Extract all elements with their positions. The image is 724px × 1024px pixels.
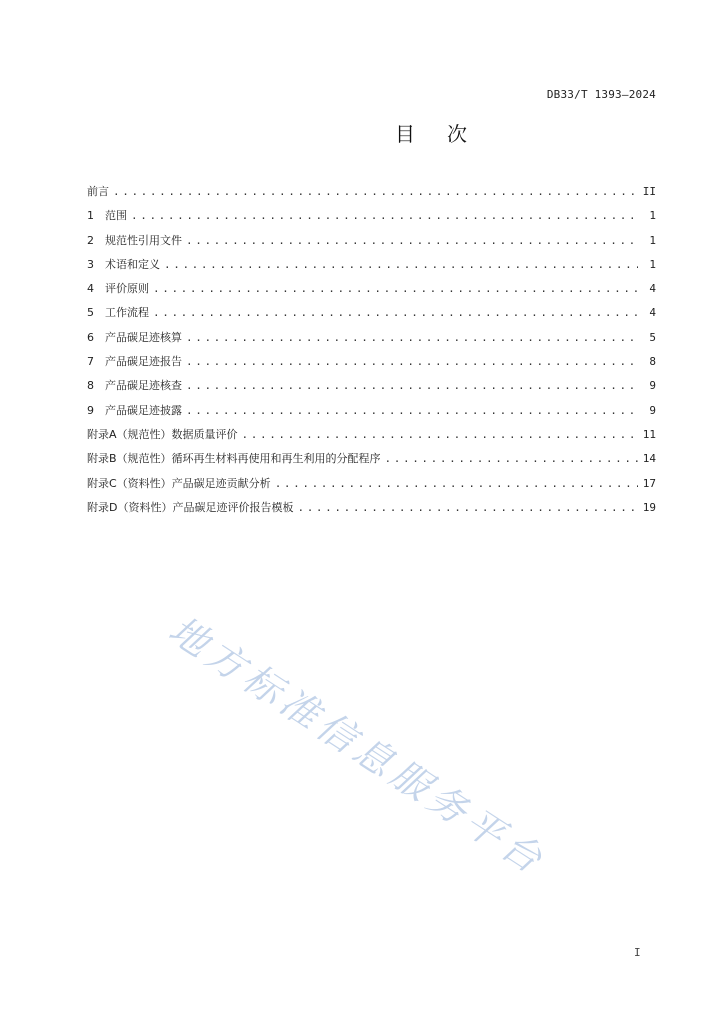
toc-entry-title: 产品碳足迹贡献分析 [171,476,271,490]
toc-leader-dots [164,253,638,277]
toc-entry-title: 产品碳足迹评价报告模板 [172,500,294,514]
toc-page-number: 1 [649,209,656,223]
toc-page-number: 9 [649,403,656,417]
toc-annex-b[interactable] [87,447,656,471]
toc-page-number: II [642,185,656,198]
toc-entry-8[interactable] [87,374,656,398]
toc-entry-4[interactable] [87,277,656,301]
toc-entry-title: 产品碳足迹核查 [105,379,182,393]
toc-entry-title: 产品碳足迹报告 [105,355,182,369]
toc-leader-dots [186,399,638,423]
toc-annex-d[interactable] [87,496,656,520]
toc-page-number: 5 [649,330,656,344]
toc-annex-c[interactable] [87,472,656,496]
toc-entry-foreword[interactable] [87,180,656,204]
toc-page-number: 19 [642,500,656,514]
toc-entry-1[interactable] [87,204,656,228]
toc-entry-7[interactable] [87,350,656,374]
toc-annex-label: 附录B（规范性） [87,452,172,466]
toc-entry-title: 产品碳足迹核算 [105,330,182,344]
page-number: I [634,946,641,959]
toc-entry-5[interactable] [87,301,656,325]
page-title [0,118,724,147]
toc-annex-a[interactable] [87,423,656,447]
toc-leader-dots [186,350,638,374]
toc-annex-label: 附录D（资料性） [87,500,173,514]
toc-page-number: 4 [649,306,656,320]
toc-section-number: 3 [87,257,94,271]
toc-entry-title: 循环再生材料再使用和再生利用的分配程序 [171,452,381,466]
title-char-1: 目 [395,122,415,146]
toc-section-number: 1 [87,209,94,223]
watermark: 地方标准信息服务平台 [161,607,555,885]
toc-entry-title: 数据质量评价 [171,427,238,441]
toc-entry-6[interactable] [87,326,656,350]
toc-entry-title: 规范性引用文件 [105,233,182,247]
toc-section-number: 6 [87,330,94,344]
toc-page-number: 14 [642,452,656,466]
toc-leader-dots [153,301,638,325]
toc-entry-title: 评价原则 [105,282,149,296]
toc-entry-title: 产品碳足迹披露 [105,403,182,417]
toc-leader-dots [275,472,638,496]
toc-entry-title: 术语和定义 [105,257,160,271]
title-char-2: 次 [447,122,467,146]
toc-page-number: 4 [649,282,656,296]
toc-section-number: 5 [87,306,94,320]
toc-section-number: 2 [87,233,94,247]
toc-leader-dots [242,423,638,447]
toc-entry-title: 前言 [87,185,109,198]
toc-leader-dots [297,496,638,520]
toc-annex-label: 附录C（资料性） [87,476,172,490]
toc-leader-dots [186,374,638,398]
toc-page-number: 17 [642,476,656,490]
table-of-contents [87,180,656,520]
toc-leader-dots [186,326,638,350]
toc-section-number: 8 [87,379,94,393]
toc-entry-title: 工作流程 [105,306,149,320]
toc-page-number: 1 [649,233,656,247]
toc-leader-dots [113,180,638,204]
toc-page-number: 11 [642,427,656,441]
toc-page-number: 9 [649,379,656,393]
toc-leader-dots [153,277,638,301]
toc-entry-9[interactable] [87,399,656,423]
toc-section-number: 7 [87,355,94,369]
toc-page-number: 8 [649,355,656,369]
toc-section-number: 9 [87,403,94,417]
toc-entry-2[interactable] [87,229,656,253]
toc-annex-label: 附录A（规范性） [87,427,172,441]
toc-leader-dots [186,229,638,253]
toc-entry-3[interactable] [87,253,656,277]
toc-section-number: 4 [87,282,94,296]
toc-page-number: 1 [649,257,656,271]
toc-entry-title: 范围 [105,209,127,223]
toc-leader-dots [131,204,638,228]
toc-leader-dots [385,447,638,471]
standard-code: DB33/T 1393—2024 [546,88,656,101]
